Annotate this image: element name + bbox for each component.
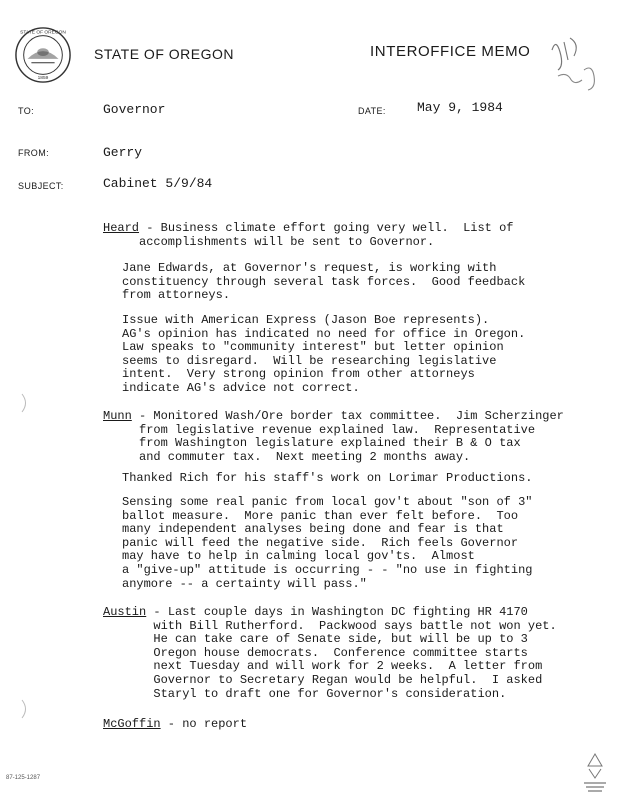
from-value: Gerry <box>103 145 143 160</box>
heard-paragraph-1 <box>103 222 513 249</box>
seal-text: STATE OF OREGON <box>20 30 66 36</box>
munn-paragraph-1 <box>103 410 564 464</box>
heard-paragraph-2: Jane Edwards, at Governor's request, is working with constituency through several task forces. Good feedback from attorneys. <box>122 261 526 303</box>
austin-text-1: - Last couple days in Washington DC fighting HR 4170 with Bill Rutherford. Packwood says battle not won yet. He can take care of Senate side, but will be up to 3 Oregon house democrats. Conference committee starts next Tuesday and will work for 2 weeks. A letter from Governor to Secretary Regan would be helpful. I asked Staryl to draft one for Governor's consideration. <box>153 605 557 701</box>
heard-text-1: - Business climate effort going very well. List of accomplishments will be sent to Governor. <box>139 221 514 249</box>
date-label: DATE: <box>358 106 386 116</box>
from-label: FROM: <box>18 148 49 158</box>
to-label: TO: <box>18 106 35 116</box>
munn-name: Munn <box>103 409 132 423</box>
mcgoffin-paragraph <box>103 718 247 732</box>
punch-hole-mark-icon <box>20 698 30 720</box>
heard-paragraph-3: Issue with American Express (Jason Boe represents). AG's opinion has indicated no need for office in Oregon. Law speaks to "community interest" but letter opinion seems to disregard. Will be researching legislative intent. Very strong opinion from other attorneys indicate AG's advice not correct. <box>122 313 526 395</box>
date-value: May 9, 1984 <box>417 100 503 115</box>
subject-value: Cabinet 5/9/84 <box>103 176 213 191</box>
form-code: 87-125-1287 <box>6 775 41 781</box>
munn-text-1: - Monitored Wash/Ore border tax committee. Jim Scherzinger from legislative revenue explained law. Representative from Washington legislature explained their B & O tax and commuter tax. Next meeting 2 months away. <box>139 409 564 464</box>
handwritten-initials-icon <box>540 30 610 100</box>
seal-year: 1859 <box>37 76 49 82</box>
mcgoffin-name: McGoffin <box>103 717 161 731</box>
munn-paragraph-2: Thanked Rich for his staff's work on Lorimar Productions. <box>122 471 533 485</box>
memo-title: INTEROFFICE MEMO <box>370 43 531 60</box>
recycled-paper-icon <box>580 750 610 796</box>
state-name: STATE OF OREGON <box>94 46 234 62</box>
austin-name: Austin <box>103 605 147 619</box>
munn-paragraph-3: Sensing some real panic from local gov't about "son of 3" ballot measure. More panic than ever felt before. Too many independent analyses being done and fear is that panic will feed the negative side. Rich feels Governor may have to help in calming local gov'ts. Almost a "give-up" attitude is occurring - - "no use in fighting anymore -- a certainty will pass." <box>122 495 533 591</box>
punch-hole-mark-icon <box>20 392 30 414</box>
mcgoffin-text: - no report <box>160 717 248 731</box>
austin-paragraph-1 <box>103 606 557 701</box>
state-seal-icon <box>14 26 72 84</box>
subject-label: SUBJECT: <box>18 181 64 191</box>
heard-name: Heard <box>103 221 140 235</box>
to-value: Governor <box>103 102 166 117</box>
